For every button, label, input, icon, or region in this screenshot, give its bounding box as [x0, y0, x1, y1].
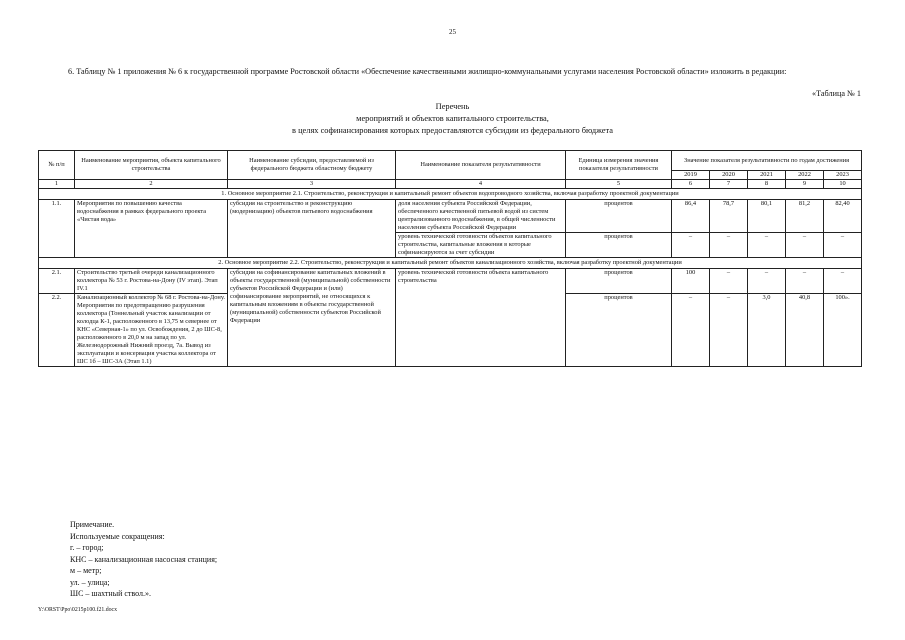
title-line-2: мероприятий и объектов капитального строительства,	[356, 114, 549, 123]
year-value: 100	[672, 269, 710, 294]
header-num: № п/п	[39, 151, 75, 180]
document-title	[0, 101, 905, 137]
header-unit: Единица измерения значения показателя результативности	[566, 151, 672, 180]
header-year: 2021	[748, 171, 786, 180]
indicator-name: уровень технической готовности объекта капитального строительства	[396, 269, 566, 367]
col-number: 3	[228, 180, 396, 189]
notes-abbreviations-label: Используемые сокращения:	[70, 531, 165, 541]
event-name: Мероприятия по повышению качества водоснабжения в рамках федерального проекта «Чистая вода»	[75, 200, 228, 258]
year-value: 86,4	[672, 200, 710, 233]
year-value: 100».	[824, 294, 862, 367]
year-value: 78,7	[710, 200, 748, 233]
year-value: 82,40	[824, 200, 862, 233]
notes-block	[70, 519, 217, 600]
year-value: 80,1	[748, 200, 786, 233]
year-value: –	[748, 233, 786, 258]
indicator-name: доля населения субъекта Российской Федерации, обеспеченного качественной питьевой водой из систем централизованного водоснабжения, в общей численности населения субъекта Российской Федерации	[396, 200, 566, 233]
year-value: –	[672, 233, 710, 258]
col-number: 2	[75, 180, 228, 189]
col-number: 6	[672, 180, 710, 189]
header-subsidy: Наименование субсидии, предоставляемой из федерального бюджета областному бюджету	[228, 151, 396, 180]
table-label: «Таблица № 1	[812, 89, 861, 98]
header-year: 2019	[672, 171, 710, 180]
year-value: –	[672, 294, 710, 367]
header-indicator: Наименование показателя результативности	[396, 151, 566, 180]
year-value: 3,0	[748, 294, 786, 367]
file-path-footer: Y:\ORST\Ppo\0215p100.f21.docx	[38, 607, 118, 613]
year-value: –	[824, 233, 862, 258]
subsidy-name: субсидия на софинансирование капитальных вложений в объекты государственной (муниципальной) собственности субъектов Российской Федерации и (или) софинансирование мероприятий, не относящихся к капитальным вложениям в объекты государственной (муниципальной) собственности субъектов Российской Федерации	[228, 269, 396, 367]
event-name: Канализационный коллектор № 68 г. Ростова-на-Дону. Мероприятия по предотвращению разрушения коллектора (Тоннельный участок канализации от колодца К-1, расположенного в 13,75 м севернее от КНС «Северная-1» по ул. Освобождения, 2 до ШС-8, расположенного в 20,0 м на запад по ул. Железнодорожный Нижний проезд, 7а. Вывод из эксплуатации и консервация участка коллектора от ШС 1б – ШС-3А (Этап 1.1)	[75, 294, 228, 367]
header-event: Наименование мероприятия, объекта капитального строительства	[75, 151, 228, 180]
abbreviation-item: г. – город;	[70, 543, 104, 552]
notes-title: Примечание.	[70, 520, 115, 529]
unit-value: процентов	[566, 200, 672, 233]
year-value: –	[748, 269, 786, 294]
col-number: 9	[786, 180, 824, 189]
unit-value: процентов	[566, 269, 672, 294]
row-number: 2.2.	[39, 294, 75, 367]
year-value: –	[786, 269, 824, 294]
abbreviation-item: ШС – шахтный ствол.».	[70, 589, 152, 598]
col-number: 1	[39, 180, 75, 189]
col-number: 4	[396, 180, 566, 189]
event-name: Строительство третьей очереди канализационного коллектора № 53 г. Ростова-на-Дону (IV этап). Этап IV.1	[75, 269, 228, 294]
intro-paragraph: 6. Таблицу № 1 приложения № 6 к государственной программе Ростовской области «Обеспечение качественными жилищно-коммунальными услугами населения Ростовской области» изложить в редакции:	[68, 67, 787, 76]
year-value: 81,2	[786, 200, 824, 233]
section-heading-2: 2. Основное мероприятие 2.2. Строительство, реконструкция и капитальный ремонт объектов канализационного хозяйства, включая разработку проектной документации	[39, 258, 862, 269]
row-number: 1.1.	[39, 200, 75, 258]
indicator-name: уровень технической готовности объектов капитального строительства, капитальные вложения в которые софинансируются за счет субсидии	[396, 233, 566, 258]
page-number: 25	[449, 28, 456, 36]
row-number: 2.1.	[39, 269, 75, 294]
subsidy-name: субсидия на строительство и реконструкцию (модернизацию) объектов питьевого водоснабжения	[228, 200, 396, 258]
measures-table	[38, 150, 862, 367]
year-value: –	[786, 233, 824, 258]
header-values: Значение показателя результативности по годам достижения	[672, 151, 862, 171]
unit-value: процентов	[566, 294, 672, 367]
year-value: 40,8	[786, 294, 824, 367]
header-year: 2023	[824, 171, 862, 180]
header-year: 2022	[786, 171, 824, 180]
col-number: 8	[748, 180, 786, 189]
year-value: –	[710, 233, 748, 258]
abbreviation-item: ул. – улица;	[70, 577, 110, 587]
col-number: 10	[824, 180, 862, 189]
unit-value: процентов	[566, 233, 672, 258]
title-line-1: Перечень	[435, 102, 470, 111]
year-value: –	[824, 269, 862, 294]
year-value: –	[710, 269, 748, 294]
section-heading-1: 1. Основное мероприятие 2.1. Строительство, реконструкция и капитальный ремонт объектов водопроводного хозяйства, включая разработку проектной документации	[39, 189, 862, 200]
col-number: 5	[566, 180, 672, 189]
header-year: 2020	[710, 171, 748, 180]
abbreviation-item: м – метр;	[70, 566, 102, 575]
title-line-3: в целях софинансирования которых предоставляются субсидии из федерального бюджета	[292, 126, 613, 135]
col-number: 7	[710, 180, 748, 189]
year-value: –	[710, 294, 748, 367]
abbreviation-item: КНС – канализационная насосная станция;	[70, 554, 218, 564]
